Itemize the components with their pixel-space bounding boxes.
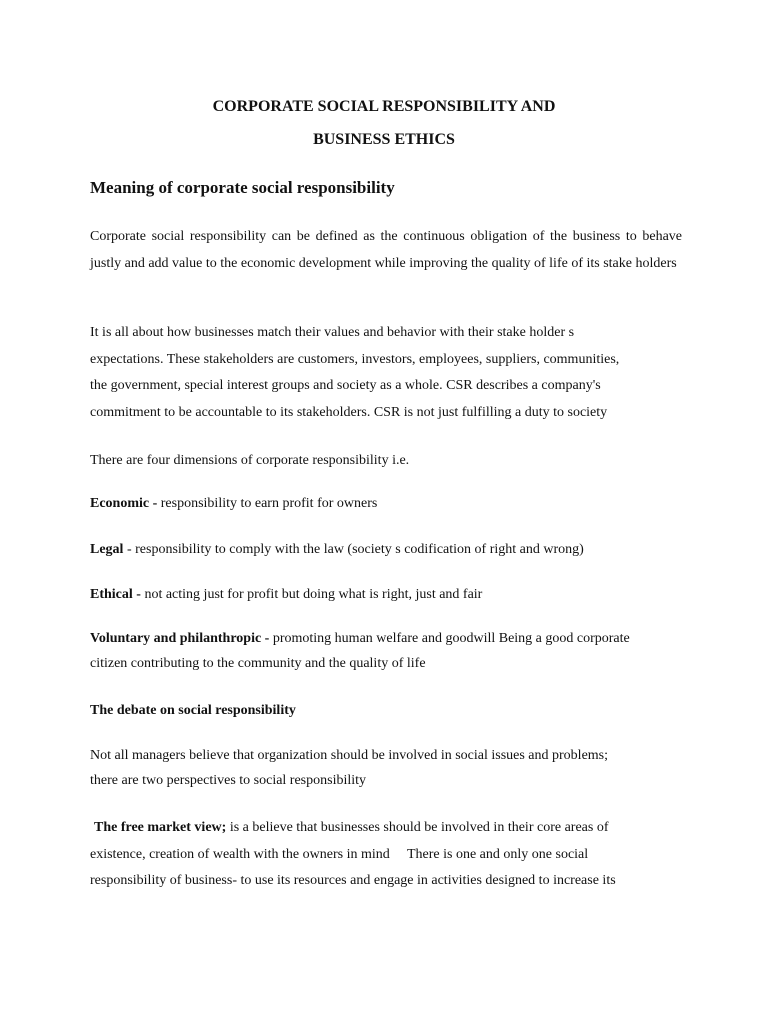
document-title-line-1: CORPORATE SOCIAL RESPONSIBILITY AND: [212, 98, 556, 115]
paragraph-line: [90, 626, 682, 651]
dimension-voluntary: [90, 626, 682, 676]
free-market-paragraph: [90, 815, 682, 895]
dimension-term: Legal: [90, 542, 124, 557]
dimension-legal: [90, 540, 682, 560]
paragraph-line: existence, creation of wealth with the owners in mind There is one and only one social: [90, 846, 589, 862]
stakeholders-paragraph: [90, 320, 682, 426]
paragraph-line: expectations. These stakeholders are customers, investors, employees, suppliers, communities,: [90, 351, 620, 367]
dimension-text: - responsibility to comply with the law (society s codification of right and wrong): [123, 542, 584, 557]
debate-heading: The debate on social responsibility: [90, 703, 296, 718]
free-market-term: The free market view;: [94, 820, 227, 835]
dimension-economic: [90, 494, 682, 514]
dimension-text: responsibility to earn profit for owners: [157, 496, 378, 511]
dimension-term: Voluntary and philanthropic -: [90, 631, 270, 646]
paragraph-line: [90, 815, 682, 842]
dimension-term: Ethical -: [90, 587, 141, 602]
paragraph-line: the government, special interest groups and society as a whole. CSR describes a company's: [90, 378, 601, 393]
dimension-ethical: [90, 585, 682, 605]
paragraph-line: commitment to be accountable to its stakeholders. CSR is not just fulfilling a duty to society: [90, 404, 608, 420]
section-heading: Meaning of corporate social responsibility: [90, 178, 395, 197]
debate-paragraph: [90, 743, 682, 793]
paragraph-line: citizen contributing to the community and the quality of life: [90, 656, 426, 671]
paragraph-line: It is all about how businesses match their values and behavior with their stake holder s: [90, 325, 575, 340]
definition-paragraph: Corporate social responsibility can be defined as the continuous obligation of the business to behave justly and add value to the economic development while improving the quality of life of its stake holders: [90, 229, 682, 271]
dimensions-intro: There are four dimensions of corporate responsibility i.e.: [90, 453, 410, 468]
dimension-term: Economic -: [90, 496, 158, 511]
document-title-line-2: BUSINESS ETHICS: [313, 131, 455, 148]
paragraph-line: responsibility of business- to use its resources and engage in activities designed to increase its: [90, 873, 616, 888]
free-market-text: is a believe that businesses should be involved in their core areas of: [226, 820, 609, 835]
dimension-text: not acting just for profit but doing what is right, just and fair: [140, 587, 483, 602]
paragraph-line: there are two perspectives to social responsibility: [90, 773, 367, 788]
paragraph-line: Not all managers believe that organization should be involved in social issues and problems;: [90, 748, 609, 763]
dimension-text: promoting human welfare and goodwill Being a good corporate: [269, 631, 630, 646]
